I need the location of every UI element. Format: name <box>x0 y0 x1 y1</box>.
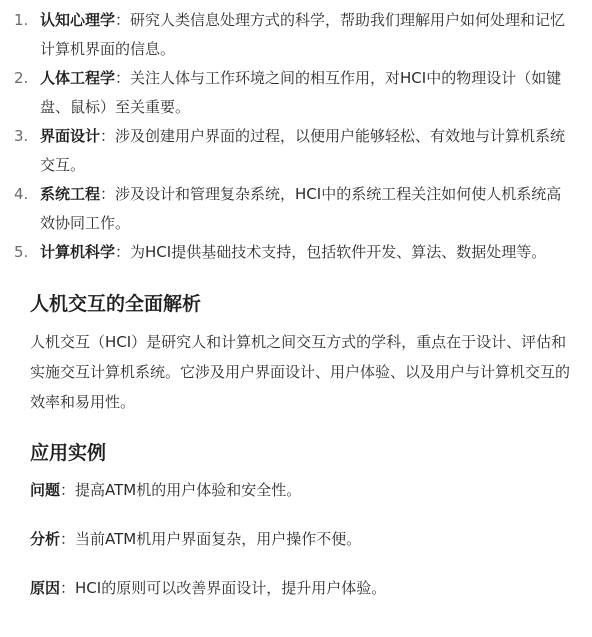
list-text: 关注人体与工作环境之间的相互作用，对HCI中的物理设计（如键盘、鼠标）至关重要。 <box>40 69 562 116</box>
overview-paragraph: 人机交互（HCI）是研究人和计算机之间交互方式的学科，重点在于设计、评估和实施交互计算机系统。它涉及用户界面设计、用户体验、以及用户与计算机交互的效率和易用性。 <box>30 333 571 411</box>
list-separator: ： <box>115 69 131 87</box>
list-term: 人体工程学 <box>40 69 116 87</box>
list-term: 系统工程 <box>40 185 101 203</box>
list-text: 涉及设计和管理复杂系统，HCI中的系统工程关注如何使人机系统高效协同工作。 <box>40 185 562 232</box>
example-analysis <box>30 526 570 552</box>
example-label: 分析 <box>30 530 61 548</box>
example-label: 问题 <box>30 481 61 499</box>
list-term: 界面设计 <box>40 127 101 145</box>
example-text: 当前ATM机用户界面复杂，用户操作不便。 <box>75 530 362 548</box>
list-item-interface-design <box>14 122 570 180</box>
list-separator: ： <box>115 11 131 29</box>
list-text: 涉及创建用户界面的过程，以便用户能够轻松、有效地与计算机系统交互。 <box>40 127 566 174</box>
example-text: HCI的原则可以改善界面设计，提升用户体验。 <box>75 579 387 597</box>
list-number: 3. <box>14 127 29 145</box>
list-separator: ： <box>115 243 131 261</box>
example-reason <box>30 575 570 601</box>
example-label: 原因 <box>30 579 61 597</box>
list-number: 1. <box>14 11 29 29</box>
example-separator: ： <box>60 579 76 597</box>
list-term: 认知心理学 <box>40 11 116 29</box>
list-item-cognitive-psychology <box>14 6 570 64</box>
list-item-systems-engineering <box>14 180 570 238</box>
list-text: 研究人类信息处理方式的科学，帮助我们理解用户如何处理和记忆计算机界面的信息。 <box>40 11 566 58</box>
list-text: 为HCI提供基础技术支持，包括软件开发、算法、数据处理等。 <box>130 243 547 261</box>
list-term: 计算机科学 <box>40 243 116 261</box>
list-number: 5. <box>14 243 29 261</box>
list-number: 2. <box>14 69 29 87</box>
foundations-list <box>14 6 570 267</box>
list-separator: ： <box>100 127 116 145</box>
list-separator: ： <box>100 185 116 203</box>
list-item-ergonomics <box>14 64 570 122</box>
example-separator: ： <box>60 481 76 499</box>
section-heading-overview: 人机交互的全面解析 <box>30 293 202 315</box>
section-heading-examples: 应用实例 <box>30 442 107 464</box>
list-number: 4. <box>14 185 29 203</box>
list-item-computer-science <box>14 238 570 267</box>
example-problem <box>30 477 570 503</box>
example-separator: ： <box>60 530 76 548</box>
example-text: 提高ATM机的用户体验和安全性。 <box>75 481 302 499</box>
